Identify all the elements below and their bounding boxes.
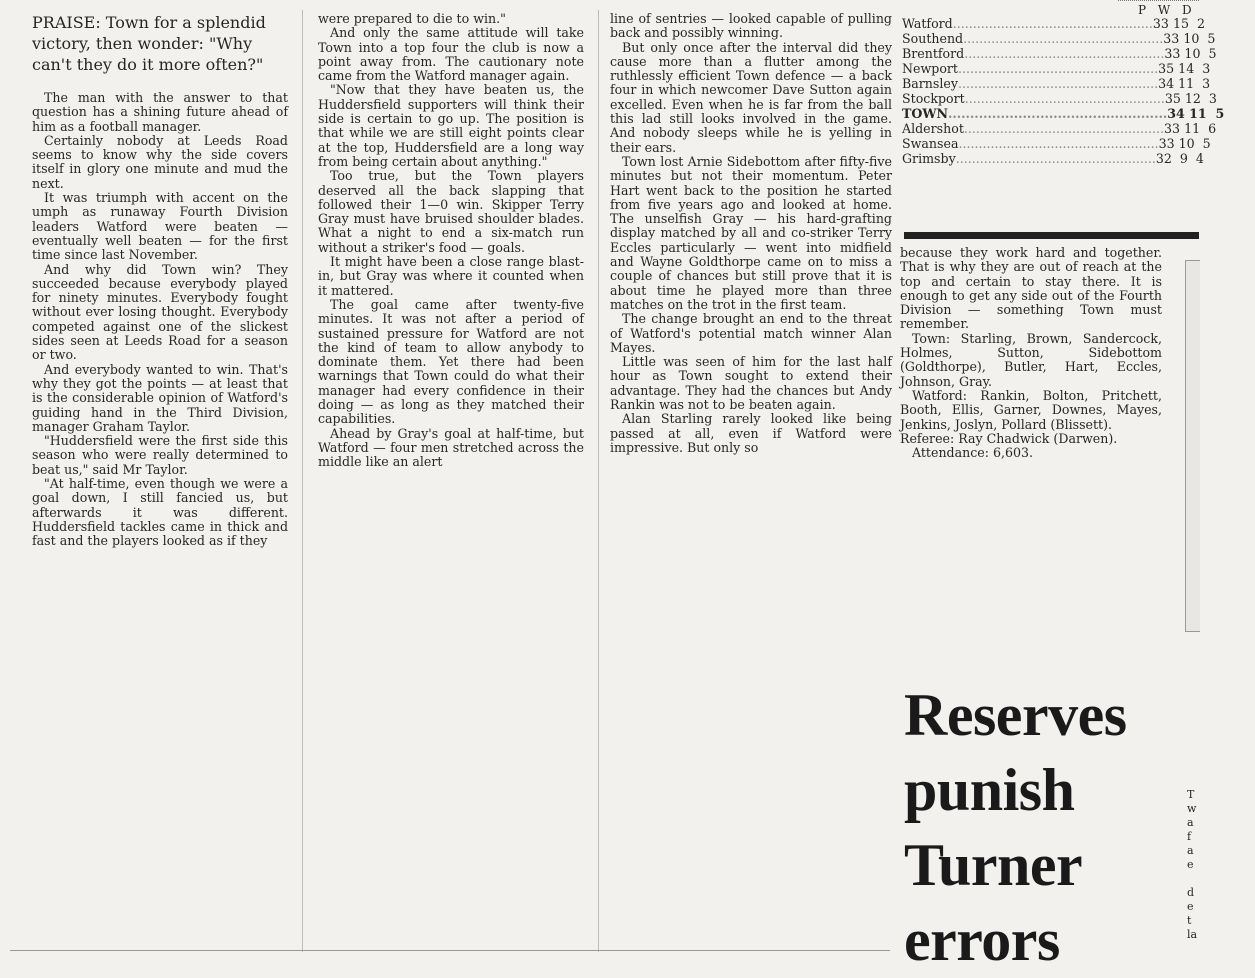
paragraph: The man with the answer to that question has a shining future ahead of him as a football manager. (32, 90, 288, 134)
paragraph: And only the same attitude will take Town into a top four the club is now a point away from. The cautionary note came from the Watford manager again. (318, 25, 584, 84)
article-column-4 (900, 246, 1162, 460)
team-name: Aldershot (902, 121, 964, 136)
cut-off-column-text (1187, 788, 1197, 942)
paragraph: The change brought an end to the threat of Watford's potential match winner Alan Mayes. (610, 311, 892, 355)
paragraph: It might have been a close range blast-in, but Gray was where it counted when it mattered. (318, 254, 584, 298)
league-row (902, 16, 1205, 31)
headline-line: errors (904, 907, 1060, 973)
league-row (902, 46, 1217, 61)
paragraph: line of sentries — looked capable of pulling back and possibly winning. (610, 11, 892, 41)
attendance-line: Attendance: 6,603. (912, 445, 1034, 461)
edge-letter: d (1187, 886, 1195, 899)
league-row (902, 31, 1216, 46)
edge-letter: la (1187, 928, 1198, 941)
league-row (902, 121, 1217, 136)
team-stats: 33 10 5 (1163, 31, 1216, 46)
team-name: Barnsley (902, 76, 958, 91)
edge-letter: T (1187, 788, 1195, 801)
team-stats: 34 11 5 (1167, 106, 1225, 121)
team-name: Stockport (902, 91, 965, 106)
league-row (902, 61, 1211, 76)
edge-letter: a (1187, 844, 1194, 857)
column-rule (598, 10, 599, 952)
table-bottom-rule (904, 232, 1199, 239)
paragraph: Alan Starling rarely looked like being passed at all, even if Watford were impressive. But only so (610, 411, 892, 455)
team-stats: 32 9 4 (1155, 151, 1204, 166)
adjacent-advert-fragment (1185, 260, 1200, 632)
paragraph: Certainly nobody at Leeds Road seems to know why the side covers itself in glory one minute and mud the next. (32, 132, 288, 191)
leader-dots: .................................................. (957, 76, 1159, 91)
league-row (902, 151, 1204, 166)
article-column-1 (32, 12, 288, 549)
team-stats: 33 15 2 (1152, 16, 1205, 31)
team-stats: 33 10 5 (1158, 136, 1211, 151)
headline-line: Turner (904, 832, 1083, 898)
paragraph: "Now that they have beaten us, the Huddersfield supporters will think their side is certain to go up. The position is that while we are still eight points clear at the top, Huddersfield are a long way from being certain about anything." (318, 82, 584, 169)
paragraph: The goal came after twenty-five minutes. It was not after a period of sustained pressure for Watford are not the kind of team to allow anybody to dominate them. Yet there had been warnings that Town could do what their manager had every confidence in their doing — as long as they matched their capabilities. (318, 296, 584, 427)
edge-letter: a (1187, 816, 1194, 829)
article-column-2 (318, 12, 584, 470)
paragraph: were prepared to die to win." (318, 11, 506, 26)
league-row (902, 106, 1225, 121)
article-lead: PRAISE: Town for a splendid victory, then wonder: "Why can't they do it more often?" (32, 13, 266, 74)
paragraph: It was triumph with accent on the umph as runaway Fourth Division leaders Watford were beaten — eventually well beaten — for the first time since last November. (32, 190, 288, 263)
team-stats: 33 11 6 (1164, 121, 1217, 136)
paragraph: because they work hard and together. That is why they are out of reach at the top and certain to stay there. It is enough to get any side out of the Fourth Division — something Town must remember. (900, 245, 1162, 332)
league-row (902, 136, 1211, 151)
team-stats: 34 11 3 (1158, 76, 1211, 91)
edge-letter (1187, 872, 1197, 886)
team-stats: 35 12 3 (1164, 91, 1217, 106)
paragraph: Ahead by Gray's goal at half-time, but Watford — four men stretched across the middle like an alert (318, 425, 584, 470)
edge-letter: w (1187, 802, 1197, 815)
edge-letter: t (1187, 914, 1192, 927)
leader-dots: .................................................. (964, 91, 1165, 106)
league-row (902, 76, 1211, 91)
team-stats: 33 10 5 (1164, 46, 1217, 61)
team-name: Southend (902, 31, 964, 46)
leader-dots: .................................................. (952, 16, 1153, 31)
team-lineup-town: Town: Starling, Brown, Sandercock, Holmes, Sutton, Sidebottom (Goldthorpe), Butler, Hart, Eccles, Johnson, Gray. (900, 330, 1162, 389)
paragraph: Town lost Arnie Sidebottom after fifty-five minutes but not their momentum. Peter Hart went back to the position he started from five years ago and looked at home. The unselfish Gray — his hard-grafting display matched by all and co-striker Terry Eccles particularly — went into midfield and Wayne Goldthorpe came on to miss a couple of chances but still prove that it is about time he played more than three matches on the trot in the first team. (610, 153, 892, 312)
team-name: Watford (902, 16, 953, 31)
paragraph: "At half-time, even though we were a goal down, I still fancied us, but afterwards it was different. Huddersfield tackles came in thick and fast and the players looked as if they (32, 476, 288, 549)
headline-line: punish (904, 757, 1075, 823)
edge-letter: e (1187, 858, 1194, 871)
edge-letter: e (1187, 900, 1194, 913)
team-name: Swansea (902, 136, 959, 151)
team-lineup-watford: Watford: Rankin, Bolton, Pritchett, Booth, Ellis, Garner, Downes, Mayes, Jenkins, Joslyn, Pollard (Blissett). (900, 387, 1162, 432)
team-name: Brentford (902, 46, 965, 61)
paragraph: And why did Town win? They succeeded because everybody played for ninety minutes. Everybody fought without ever losing thought. Everybody competed against one of the slickest sides seen at Leeds Road for a season or two. (32, 261, 288, 363)
leader-dots: .................................................. (963, 31, 1164, 46)
paragraph: And everybody wanted to win. That's why they got the points — at least that is the considerable opinion of Watford's guiding hand in the Third Division, manager Graham Taylor. (32, 361, 288, 434)
paragraph: Too true, but the Town players deserved all the back slapping that followed their 1—0 win. Skipper Terry Gray must have bruised shoulder blades. What a night to end a six-match run without a striker's food — goals. (318, 168, 584, 255)
leader-dots: .................................................. (957, 61, 1159, 76)
leader-dots: .................................................. (964, 46, 1165, 61)
headline-line: Reserves (904, 682, 1127, 748)
edge-letter: f (1187, 830, 1192, 843)
headline (904, 678, 1127, 978)
bottom-rule (10, 950, 890, 951)
paragraph: But only once after the interval did they cause more than a flutter among the ruthlessly efficient Town defence — a back four in which newcomer Dave Sutton again excelled. Even when he is far from the ball this lad still looks involved in the game. And nobody sleeps while he is yelling in their ears. (610, 39, 892, 155)
league-table-header: P W D (1138, 3, 1196, 17)
leader-dots: .................................................. (958, 136, 1159, 151)
paragraph: "Huddersfield were the first side this season who were really determined to beat us," said Mr Taylor. (32, 433, 288, 477)
column-rule (302, 10, 303, 952)
league-table (902, 3, 1225, 166)
leader-dots: .................................................. (955, 151, 1156, 166)
league-table-rows (902, 16, 1225, 166)
leader-dots: .................................................. (948, 106, 1168, 121)
team-name: Grimsby (902, 151, 956, 166)
article-column-3 (610, 12, 892, 455)
league-row (902, 91, 1217, 106)
paragraph: Little was seen of him for the last half hour as Town sought to extend their advantage. They had the chances but Andy Rankin was not to be beaten again. (610, 354, 892, 413)
team-stats: 35 14 3 (1158, 61, 1211, 76)
team-name: Newport (902, 61, 958, 76)
team-name: TOWN (902, 106, 948, 121)
leader-dots: .................................................. (963, 121, 1165, 136)
referee-line: Referee: Ray Chadwick (Darwen). (900, 430, 1118, 446)
